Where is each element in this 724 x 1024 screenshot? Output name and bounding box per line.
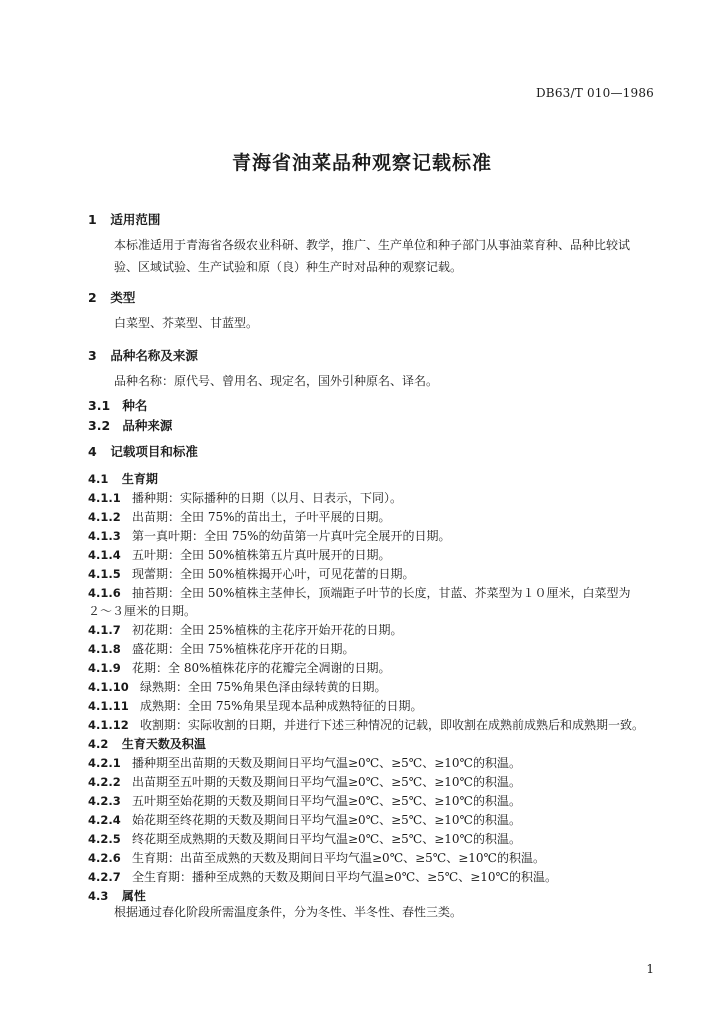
section-title: 类型 — [110, 290, 136, 305]
page-number: 1 — [646, 962, 654, 976]
section-title: 生育天数及积温 — [121, 737, 206, 751]
item-number: 4.1.1 — [88, 491, 121, 505]
section-1-heading — [88, 210, 160, 228]
item-text: 花期：全 80%植株花序的花瓣完全凋谢的日期。 — [132, 661, 391, 675]
section-3-2-heading — [88, 416, 172, 434]
list-item — [88, 830, 521, 847]
section-number: 3.2 — [88, 418, 111, 433]
section-number: 4 — [88, 444, 97, 459]
item-number: 4.1.8 — [88, 642, 121, 656]
item-text: 生育期：出苗至成熟的天数及期间日平均气温≥0℃、≥5℃、≥10℃的积温。 — [132, 851, 545, 865]
item-number: 4.1.5 — [88, 567, 121, 581]
item-text: 初花期：全田 25%植株的主花序开始开花的日期。 — [132, 623, 403, 637]
section-number: 3 — [88, 348, 97, 363]
item-text: 终花期至成熟期的天数及期间日平均气温≥0℃、≥5℃、≥10℃的积温。 — [132, 832, 521, 846]
section-3-heading — [88, 346, 198, 364]
section-number: 4.2 — [88, 737, 109, 751]
item-number: 4.1.12 — [88, 718, 129, 732]
list-item — [88, 640, 355, 657]
section-4-1-heading — [88, 470, 158, 487]
item-text: 第一真叶期：全田 75%的幼苗第一片真叶完全展开的日期。 — [132, 529, 451, 543]
section-number: 4.1 — [88, 472, 109, 486]
item-number: 4.1.6 — [88, 586, 121, 600]
section-number: 2 — [88, 290, 97, 305]
item-number: 4.2.4 — [88, 813, 121, 827]
item-number: 4.1.7 — [88, 623, 121, 637]
item-text: 五叶期：全田 50%植株第五片真叶展开的日期。 — [132, 548, 391, 562]
list-item — [88, 508, 391, 525]
list-item — [88, 527, 451, 544]
list-item — [88, 697, 423, 714]
item-text: 成熟期：全田 75%角果呈现本品种成熟特征的日期。 — [140, 699, 423, 713]
item-number: 4.2.2 — [88, 775, 121, 789]
item-number: 4.2.6 — [88, 851, 121, 865]
section-2-heading — [88, 288, 135, 306]
item-number: 4.1.2 — [88, 510, 121, 524]
item-text: 收割期：实际收割的日期，并进行下述三种情况的记载，即收割在成熟前成熟后和成熟期一致。 — [140, 718, 645, 732]
item-number: 4.2.1 — [88, 756, 121, 770]
section-title: 记载项目和标准 — [110, 444, 198, 459]
item-text: 现蕾期：全田 50%植株揭开心叶，可见花蕾的日期。 — [132, 567, 415, 581]
list-item — [88, 811, 521, 828]
list-item — [88, 489, 402, 506]
section-number: 1 — [88, 212, 97, 227]
section-3-1-heading — [88, 396, 147, 414]
list-item — [88, 868, 557, 885]
section-number: 3.1 — [88, 398, 111, 413]
section-title: 种名 — [122, 398, 148, 413]
item-text: 绿熟期：全田 75%角果色泽由绿转黄的日期。 — [140, 680, 387, 694]
item-text: 抽苔期：全田 50%植株主茎伸长，顶端距子叶节的长度，甘蓝、芥菜型为１０厘米，白菜型为 — [132, 586, 631, 600]
list-item — [88, 792, 521, 809]
item-text: 播种期：实际播种的日期（以月、日表示，下同）。 — [132, 491, 403, 505]
item-number: 4.1.11 — [88, 699, 129, 713]
section-3-text: 品种名称：原代号、曾用名、现定名，国外引种原名、译名。 — [114, 374, 439, 388]
item-text: 全生育期：播种至成熟的天数及期间日平均气温≥0℃、≥5℃、≥10℃的积温。 — [132, 870, 557, 884]
section-2-text: 白菜型、芥菜型、甘蓝型。 — [114, 316, 259, 330]
section-1-text-line-2: 验、区域试验、生产试验和原（良）种生产时对品种的观察记载。 — [114, 260, 463, 274]
item-text: 五叶期至始花期的天数及期间日平均气温≥0℃、≥5℃、≥10℃的积温。 — [132, 794, 521, 808]
section-4-3-text: 根据通过春化阶段所需温度条件，分为冬性、半冬性、春性三类。 — [114, 905, 463, 919]
section-title: 品种来源 — [122, 418, 173, 433]
item-number: 4.1.3 — [88, 529, 121, 543]
section-1-text-line-1: 本标准适用于青海省各级农业科研、教学，推广、生产单位和种子部门从事油菜育种、品种比较试 — [114, 238, 631, 252]
list-item — [88, 849, 545, 866]
item-number: 4.1.9 — [88, 661, 121, 675]
item-text: 播种期至出苗期的天数及期间日平均气温≥0℃、≥5℃、≥10℃的积温。 — [132, 756, 521, 770]
section-title: 品种名称及来源 — [110, 348, 198, 363]
item-number: 4.2.7 — [88, 870, 121, 884]
item-number: 4.1.10 — [88, 680, 129, 694]
item-number: 4.1.4 — [88, 548, 121, 562]
list-item — [88, 584, 631, 601]
item-number: 4.2.3 — [88, 794, 121, 808]
item-number: 4.2.5 — [88, 832, 121, 846]
list-item — [88, 659, 391, 676]
list-item — [88, 773, 521, 790]
item-text: 始花期至终花期的天数及期间日平均气温≥0℃、≥5℃、≥10℃的积温。 — [132, 813, 521, 827]
standard-code: DB63/T 010—1986 — [535, 86, 654, 100]
list-item-continuation: ２～３厘米的日期。 — [88, 604, 197, 618]
item-text: 盛花期：全田 75%植株花序开花的日期。 — [132, 642, 355, 656]
section-title: 属性 — [121, 889, 146, 903]
list-item — [88, 716, 644, 733]
section-4-2-heading — [88, 735, 206, 752]
section-title: 适用范围 — [110, 212, 161, 227]
list-item — [88, 754, 521, 771]
document-title: 青海省油菜品种观察记载标准 — [231, 152, 492, 174]
section-title: 生育期 — [121, 472, 158, 486]
item-text: 出苗期至五叶期的天数及期间日平均气温≥0℃、≥5℃、≥10℃的积温。 — [132, 775, 521, 789]
list-item — [88, 565, 415, 582]
list-item — [88, 546, 391, 563]
section-number: 4.3 — [88, 889, 109, 903]
list-item — [88, 621, 403, 638]
section-4-heading — [88, 442, 198, 460]
list-item — [88, 678, 387, 695]
item-text: 出苗期：全田 75%的苗出土，子叶平展的日期。 — [132, 510, 391, 524]
